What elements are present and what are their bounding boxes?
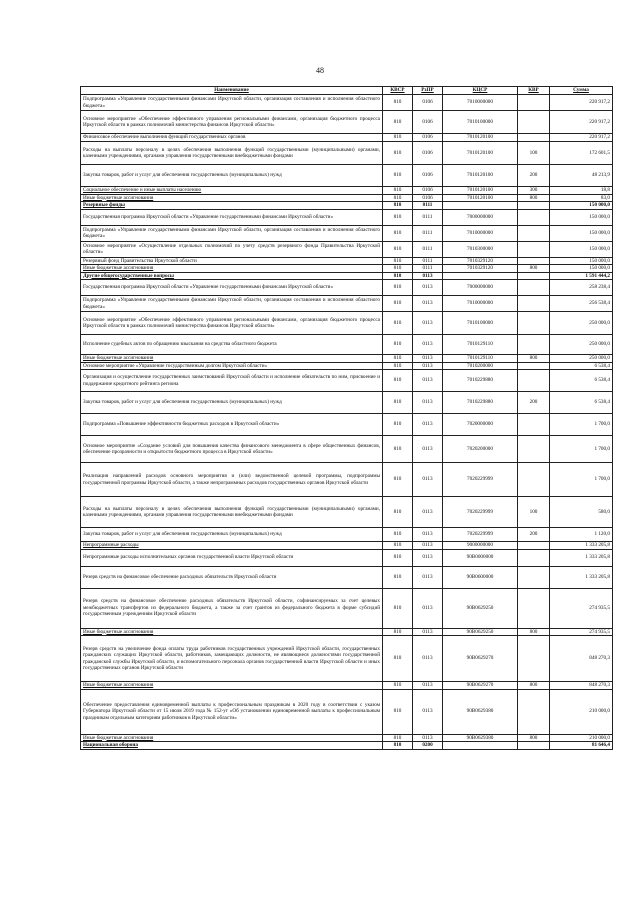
row-kvsr-cell: 810 xyxy=(383,528,413,542)
row-sum-cell: 274 935,5 xyxy=(550,588,613,628)
table-header-row xyxy=(81,87,613,95)
row-kvr-cell xyxy=(518,225,550,241)
row-kvr-cell xyxy=(518,241,550,257)
table-row xyxy=(81,202,613,210)
row-kvsr-cell: 810 xyxy=(383,202,413,210)
table-row xyxy=(81,187,613,195)
row-name-cell: Исполнение судебных актов по обращению взыскания на средства областного бюджета xyxy=(81,335,383,355)
row-kcsr-cell: 90В0629270 xyxy=(443,682,518,690)
table-row xyxy=(81,414,613,436)
row-kvr-cell xyxy=(518,257,550,265)
row-rzpr-cell: 0113 xyxy=(413,362,443,370)
table-row xyxy=(81,194,613,202)
row-kcsr-cell: 7000000000 xyxy=(443,280,518,296)
column-header-name: Наименование xyxy=(81,87,383,95)
row-name-cell: Подпрограмма «Повышение эффективности бюджетных расходов в Иркутской области» xyxy=(81,414,383,436)
row-rzpr-cell: 0106 xyxy=(413,95,443,111)
row-kvr-cell: 100 xyxy=(518,142,550,165)
row-name-cell: Непрограммные расходы xyxy=(81,542,383,550)
row-name-cell: Основное мероприятие «Обеспечение эффективного управления региональными финансами, организация бюджетного процесса Иркутской области в рамках полномочий министерства финансов Иркутской области» xyxy=(81,312,383,335)
row-sum-cell: 83,0 xyxy=(550,194,613,202)
row-rzpr-cell: 0113 xyxy=(413,549,443,566)
row-rzpr-cell: 0106 xyxy=(413,134,443,142)
row-kcsr-cell xyxy=(443,742,518,750)
row-kcsr-cell: 7020200000 xyxy=(443,436,518,463)
row-kvsr-cell: 810 xyxy=(383,588,413,628)
row-kvr-cell xyxy=(518,414,550,436)
row-rzpr-cell: 0111 xyxy=(413,202,443,210)
table-row xyxy=(81,335,613,355)
row-rzpr-cell: 0113 xyxy=(413,436,443,463)
row-sum-cell: 220 917,2 xyxy=(550,111,613,134)
row-kcsr-cell: 7010329120 xyxy=(443,265,518,273)
row-kvsr-cell: 810 xyxy=(383,392,413,414)
row-kcsr-cell: 7010120100 xyxy=(443,142,518,165)
row-name-cell: Иные бюджетные ассигнования xyxy=(81,265,383,273)
row-name-cell: Резервный фонд Правительства Иркутской области xyxy=(81,257,383,265)
row-kvsr-cell: 810 xyxy=(383,165,413,187)
row-rzpr-cell: 0113 xyxy=(413,566,443,588)
table-row xyxy=(81,111,613,134)
column-header-kvsr: КВСР xyxy=(383,87,413,95)
table-row xyxy=(81,257,613,265)
row-kvsr-cell: 810 xyxy=(383,370,413,392)
row-kvr-cell xyxy=(518,296,550,312)
row-kvsr-cell: 810 xyxy=(383,225,413,241)
row-kcsr-cell: 90В0600000 xyxy=(443,566,518,588)
row-sum-cell: 1 700,0 xyxy=(550,463,613,497)
row-sum-cell: 258 238,4 xyxy=(550,280,613,296)
row-kvsr-cell: 810 xyxy=(383,734,413,742)
row-kvr-cell xyxy=(518,542,550,550)
row-kcsr-cell: 7010129110 xyxy=(443,355,518,363)
row-kvr-cell xyxy=(518,566,550,588)
row-name-cell: Государственная программа Иркутской области «Управление государственными финансами Иркутской области» xyxy=(81,209,383,225)
row-name-cell: Иные бюджетные ассигнования xyxy=(81,355,383,363)
row-kvr-cell xyxy=(518,436,550,463)
table-row xyxy=(81,362,613,370)
row-sum-cell: 1 700,0 xyxy=(550,414,613,436)
row-name-cell: Резерв средств на увеличение фонда оплаты труда работников государственных учреждений Иркутской области, государственных гражданских служащих Иркутской области, работников, замещающих должности, не являющиеся должностями государственной гражданской службы Иркутской области, и вспомогательного персонала органов государственной власти Иркутской области и иных государственных органов Иркутской области xyxy=(81,636,383,682)
row-kvr-cell xyxy=(518,370,550,392)
row-kvr-cell xyxy=(518,362,550,370)
table-row xyxy=(81,549,613,566)
row-rzpr-cell: 0113 xyxy=(413,528,443,542)
row-kcsr-cell: 7000000000 xyxy=(443,209,518,225)
row-rzpr-cell: 0113 xyxy=(413,296,443,312)
row-rzpr-cell: 0113 xyxy=(413,272,443,280)
table-row xyxy=(81,628,613,636)
row-kcsr-cell: 9000000000 xyxy=(443,542,518,550)
row-kcsr-cell: 90В0000000 xyxy=(443,549,518,566)
table-row xyxy=(81,95,613,111)
row-rzpr-cell: 0113 xyxy=(413,497,443,528)
row-kvsr-cell: 810 xyxy=(383,280,413,296)
row-rzpr-cell: 0111 xyxy=(413,225,443,241)
row-name-cell: Национальная оборона xyxy=(81,742,383,750)
row-kvr-cell xyxy=(518,280,550,296)
row-kcsr-cell: 7010120100 xyxy=(443,165,518,187)
row-kvsr-cell: 810 xyxy=(383,272,413,280)
table-row xyxy=(81,165,613,187)
table-row xyxy=(81,497,613,528)
row-name-cell: Другие общегосударственные вопросы xyxy=(81,272,383,280)
row-kvr-cell xyxy=(518,312,550,335)
row-name-cell: Государственная программа Иркутской области «Управление государственными финансами Иркутской области» xyxy=(81,280,383,296)
row-name-cell: Резерв средств на финансовое обеспечение расходных обязательств Иркутской области, софинансируемых за счет целевых межбюджетных трансфертов из федерального бюджета, а также за счет грантов из федерального бюджета в форме субсидий государственным учреждениям Иркутской области xyxy=(81,588,383,628)
row-name-cell: Организация и осуществление государственных заимствований Иркутской области и исполнение обязательств по ним, присвоение и поддержание кредитного рейтинга региона xyxy=(81,370,383,392)
table-row xyxy=(81,209,613,225)
table-row xyxy=(81,296,613,312)
row-kvsr-cell: 810 xyxy=(383,682,413,690)
row-sum-cell: 150 000,0 xyxy=(550,225,613,241)
row-sum-cell: 48 213,9 xyxy=(550,165,613,187)
row-kcsr-cell: 7010120100 xyxy=(443,187,518,195)
row-rzpr-cell: 0106 xyxy=(413,194,443,202)
row-kvsr-cell: 810 xyxy=(383,463,413,497)
row-kvsr-cell: 810 xyxy=(383,355,413,363)
row-kvr-cell xyxy=(518,742,550,750)
row-kcsr-cell: 7010000000 xyxy=(443,225,518,241)
row-kvr-cell xyxy=(518,335,550,355)
row-kvr-cell: 800 xyxy=(518,682,550,690)
row-name-cell: Закупка товаров, работ и услуг для обеспечения государственных (муниципальных) нужд xyxy=(81,392,383,414)
row-name-cell: Основное мероприятие «Создание условий для повышения качества финансового менеджмента в сфере общественных финансов, обеспечение прозрачности и открытости бюджетного процесса в Иркутской области» xyxy=(81,436,383,463)
row-rzpr-cell: 0113 xyxy=(413,370,443,392)
row-kvsr-cell: 810 xyxy=(383,436,413,463)
row-sum-cell: 150 000,0 xyxy=(550,257,613,265)
row-name-cell: Финансовое обеспечение выполнения функций государственных органов xyxy=(81,134,383,142)
row-kvsr-cell: 810 xyxy=(383,414,413,436)
table-row xyxy=(81,463,613,497)
row-kvsr-cell: 810 xyxy=(383,742,413,750)
row-sum-cell: 18,8 xyxy=(550,187,613,195)
row-kvr-cell: 800 xyxy=(518,734,550,742)
row-rzpr-cell: 0113 xyxy=(413,542,443,550)
table-row xyxy=(81,566,613,588)
row-kvsr-cell: 810 xyxy=(383,111,413,134)
row-sum-cell: 848 270,3 xyxy=(550,682,613,690)
budget-table xyxy=(80,86,613,750)
row-kcsr-cell: 7020229999 xyxy=(443,463,518,497)
row-rzpr-cell: 0113 xyxy=(413,689,443,734)
row-kvr-cell: 200 xyxy=(518,392,550,414)
row-kcsr-cell: 7010200000 xyxy=(443,362,518,370)
row-name-cell: Основное мероприятие «Управление государственным долгом Иркутской области» xyxy=(81,362,383,370)
row-kcsr-cell: 7010100000 xyxy=(443,111,518,134)
row-kvsr-cell: 810 xyxy=(383,194,413,202)
table-row xyxy=(81,134,613,142)
table-row xyxy=(81,689,613,734)
row-sum-cell: 1 333 205,8 xyxy=(550,542,613,550)
row-kvr-cell xyxy=(518,111,550,134)
row-kvr-cell: 800 xyxy=(518,265,550,273)
row-kvsr-cell: 810 xyxy=(383,542,413,550)
row-rzpr-cell: 0106 xyxy=(413,187,443,195)
row-sum-cell: 274 935,5 xyxy=(550,628,613,636)
row-sum-cell: 256 538,4 xyxy=(550,296,613,312)
row-kvr-cell: 300 xyxy=(518,187,550,195)
row-rzpr-cell: 0113 xyxy=(413,312,443,335)
table-row xyxy=(81,636,613,682)
row-sum-cell: 1 591 444,2 xyxy=(550,272,613,280)
row-kvsr-cell: 810 xyxy=(383,566,413,588)
row-kvsr-cell: 810 xyxy=(383,257,413,265)
row-kcsr-cell: 7020229999 xyxy=(443,497,518,528)
row-kvr-cell xyxy=(518,689,550,734)
row-kvsr-cell: 810 xyxy=(383,142,413,165)
table-row xyxy=(81,355,613,363)
row-kcsr-cell: 7010000000 xyxy=(443,95,518,111)
row-sum-cell: 210 000,0 xyxy=(550,734,613,742)
table-row xyxy=(81,436,613,463)
table-row xyxy=(81,542,613,550)
column-header-kcsr: КЦСР xyxy=(443,87,518,95)
row-name-cell: Реализация направлений расходов основного мероприятия и (или) ведомственной целевой программы, подпрограммы государственной программы Иркутской области, а также непрограммных расходов государственных органов Иркутской области xyxy=(81,463,383,497)
row-kvr-cell xyxy=(518,549,550,566)
table-row xyxy=(81,241,613,257)
row-kvsr-cell: 810 xyxy=(383,134,413,142)
row-kvr-cell: 800 xyxy=(518,628,550,636)
row-rzpr-cell: 0113 xyxy=(413,682,443,690)
row-rzpr-cell: 0111 xyxy=(413,241,443,257)
table-row xyxy=(81,370,613,392)
row-rzpr-cell: 0106 xyxy=(413,142,443,165)
row-kvr-cell: 200 xyxy=(518,528,550,542)
row-name-cell: Подпрограмма «Управление государственными финансами Иркутской области, организация составления и исполнения областного бюджета» xyxy=(81,95,383,111)
row-rzpr-cell: 0113 xyxy=(413,414,443,436)
row-kvsr-cell: 810 xyxy=(383,497,413,528)
row-sum-cell: 6 538,4 xyxy=(550,392,613,414)
row-kvsr-cell: 810 xyxy=(383,209,413,225)
row-kcsr-cell: 90В0629380 xyxy=(443,734,518,742)
row-kvsr-cell: 810 xyxy=(383,296,413,312)
table-row xyxy=(81,280,613,296)
row-kvr-cell xyxy=(518,134,550,142)
table-body xyxy=(81,95,613,750)
row-kcsr-cell xyxy=(443,202,518,210)
row-kcsr-cell: 7020229999 xyxy=(443,528,518,542)
row-sum-cell: 150 000,0 xyxy=(550,241,613,257)
row-sum-cell: 6 538,4 xyxy=(550,362,613,370)
row-name-cell: Социальное обеспечение и иные выплаты населению xyxy=(81,187,383,195)
row-sum-cell: 150 000,0 xyxy=(550,209,613,225)
row-kcsr-cell: 7010120100 xyxy=(443,194,518,202)
row-name-cell: Основное мероприятие «Обеспечение эффективного управления региональными финансами, организация бюджетного процесса Иркутской области в рамках полномочий министерства финансов Иркутской области» xyxy=(81,111,383,134)
row-kvr-cell: 200 xyxy=(518,165,550,187)
row-rzpr-cell: 0111 xyxy=(413,265,443,273)
row-kvsr-cell: 810 xyxy=(383,241,413,257)
row-kvsr-cell: 810 xyxy=(383,636,413,682)
row-kvr-cell xyxy=(518,272,550,280)
row-kvr-cell: 800 xyxy=(518,194,550,202)
row-kvr-cell xyxy=(518,636,550,682)
table-row xyxy=(81,528,613,542)
row-sum-cell: 220 917,2 xyxy=(550,134,613,142)
table-row xyxy=(81,272,613,280)
column-header-kvr: КВР xyxy=(518,87,550,95)
table-row xyxy=(81,734,613,742)
table-row xyxy=(81,142,613,165)
row-rzpr-cell: 0113 xyxy=(413,628,443,636)
row-rzpr-cell: 0111 xyxy=(413,257,443,265)
row-name-cell: Расходы на выплаты персоналу в целях обеспечения выполнения функций государственными (муниципальными) органами, казенными учреждениями, органами управления государственными внебюджетными фондами xyxy=(81,497,383,528)
row-name-cell: Резервные фонды xyxy=(81,202,383,210)
row-name-cell: Закупка товаров, работ и услуг для обеспечения государственных (муниципальных) нужд xyxy=(81,165,383,187)
row-name-cell: Подпрограмма «Управление государственными финансами Иркутской области, организация составления и исполнения областного бюджета» xyxy=(81,296,383,312)
row-sum-cell: 81 646,4 xyxy=(550,742,613,750)
row-sum-cell: 1 120,0 xyxy=(550,528,613,542)
table-row xyxy=(81,588,613,628)
row-sum-cell: 172 601,5 xyxy=(550,142,613,165)
row-name-cell: Иные бюджетные ассигнования xyxy=(81,194,383,202)
row-name-cell: Иные бюджетные ассигнования xyxy=(81,734,383,742)
row-sum-cell: 6 538,4 xyxy=(550,370,613,392)
row-kcsr-cell: 7010100000 xyxy=(443,312,518,335)
row-sum-cell: 150 000,0 xyxy=(550,202,613,210)
row-kvr-cell xyxy=(518,588,550,628)
table-row xyxy=(81,265,613,273)
row-kcsr-cell: 7010120100 xyxy=(443,134,518,142)
table-row xyxy=(81,312,613,335)
row-kvr-cell xyxy=(518,209,550,225)
row-kcsr-cell: 7010129110 xyxy=(443,335,518,355)
row-rzpr-cell: 0113 xyxy=(413,355,443,363)
row-name-cell: Подпрограмма «Управление государственными финансами Иркутской области, организация составления и исполнения областного бюджета» xyxy=(81,225,383,241)
row-kcsr-cell: 7010229880 xyxy=(443,392,518,414)
row-sum-cell: 210 000,0 xyxy=(550,689,613,734)
row-sum-cell: 1 333 205,8 xyxy=(550,549,613,566)
row-name-cell: Обеспечение предоставления единовременной выплаты к профессиональным праздникам в 2020 году в соответствии с указом Губернатора Иркутской области от 15 июля 2019 года № 152-уг «Об установлении единовременной выплаты к профессиональным праздникам отдельным категориям работников в Иркутской области» xyxy=(81,689,383,734)
row-kvsr-cell: 810 xyxy=(383,265,413,273)
row-rzpr-cell: 0111 xyxy=(413,209,443,225)
row-name-cell: Иные бюджетные ассигнования xyxy=(81,682,383,690)
table-row xyxy=(81,742,613,750)
row-sum-cell: 250 000,0 xyxy=(550,335,613,355)
row-kcsr-cell: 90В0629380 xyxy=(443,689,518,734)
row-rzpr-cell: 0113 xyxy=(413,636,443,682)
row-rzpr-cell: 0113 xyxy=(413,734,443,742)
table-row xyxy=(81,392,613,414)
row-kvr-cell xyxy=(518,95,550,111)
row-name-cell: Расходы на выплаты персоналу в целях обеспечения выполнения функций государственными (муниципальными) органами, казенными учреждениями, органами управления государственными внебюджетными фондами xyxy=(81,142,383,165)
row-kcsr-cell: 7010329120 xyxy=(443,257,518,265)
row-kvsr-cell: 810 xyxy=(383,628,413,636)
row-name-cell: Непрограммные расходы исполнительных органов государственной власти Иркутской области xyxy=(81,549,383,566)
column-header-sum: Сумма xyxy=(550,87,613,95)
row-kcsr-cell: 7020000000 xyxy=(443,414,518,436)
row-name-cell: Закупка товаров, работ и услуг для обеспечения государственных (муниципальных) нужд xyxy=(81,528,383,542)
row-kvsr-cell: 810 xyxy=(383,549,413,566)
row-kvr-cell: 100 xyxy=(518,497,550,528)
row-sum-cell: 848 270,3 xyxy=(550,636,613,682)
row-rzpr-cell: 0113 xyxy=(413,335,443,355)
row-sum-cell: 250 000,0 xyxy=(550,355,613,363)
row-sum-cell: 580,0 xyxy=(550,497,613,528)
row-name-cell: Иные бюджетные ассигнования xyxy=(81,628,383,636)
row-kcsr-cell: 90В0629250 xyxy=(443,628,518,636)
row-rzpr-cell: 0113 xyxy=(413,392,443,414)
row-kvsr-cell: 810 xyxy=(383,95,413,111)
page-number: 48 xyxy=(316,66,324,75)
row-kvsr-cell: 810 xyxy=(383,689,413,734)
row-sum-cell: 220 917,2 xyxy=(550,95,613,111)
row-rzpr-cell: 0113 xyxy=(413,280,443,296)
row-kcsr-cell: 7010000000 xyxy=(443,296,518,312)
row-kvsr-cell: 810 xyxy=(383,362,413,370)
row-kcsr-cell: 90В0629270 xyxy=(443,636,518,682)
row-kvr-cell xyxy=(518,202,550,210)
row-sum-cell: 250 000,0 xyxy=(550,312,613,335)
table-row xyxy=(81,682,613,690)
row-rzpr-cell: 0113 xyxy=(413,588,443,628)
row-kvsr-cell: 810 xyxy=(383,187,413,195)
row-kcsr-cell xyxy=(443,272,518,280)
row-rzpr-cell: 0200 xyxy=(413,742,443,750)
row-name-cell: Резерв средств на финансовое обеспечение расходных обязательств Иркутской области xyxy=(81,566,383,588)
row-sum-cell: 1 333 205,8 xyxy=(550,566,613,588)
row-kvsr-cell: 810 xyxy=(383,335,413,355)
row-sum-cell: 150 000,0 xyxy=(550,265,613,273)
row-kcsr-cell: 7010300000 xyxy=(443,241,518,257)
row-rzpr-cell: 0106 xyxy=(413,165,443,187)
table-row xyxy=(81,225,613,241)
row-name-cell: Основное мероприятие «Осуществление отдельных полномочий по учету средств резервного фонда Правительства Иркутской области» xyxy=(81,241,383,257)
row-kcsr-cell: 7010229880 xyxy=(443,370,518,392)
row-kvsr-cell: 810 xyxy=(383,312,413,335)
column-header-rzpr: РзПР xyxy=(413,87,443,95)
row-sum-cell: 1 700,0 xyxy=(550,436,613,463)
row-kvr-cell xyxy=(518,463,550,497)
row-kvr-cell: 800 xyxy=(518,355,550,363)
row-rzpr-cell: 0106 xyxy=(413,111,443,134)
row-kcsr-cell: 90В0629250 xyxy=(443,588,518,628)
row-rzpr-cell: 0113 xyxy=(413,463,443,497)
